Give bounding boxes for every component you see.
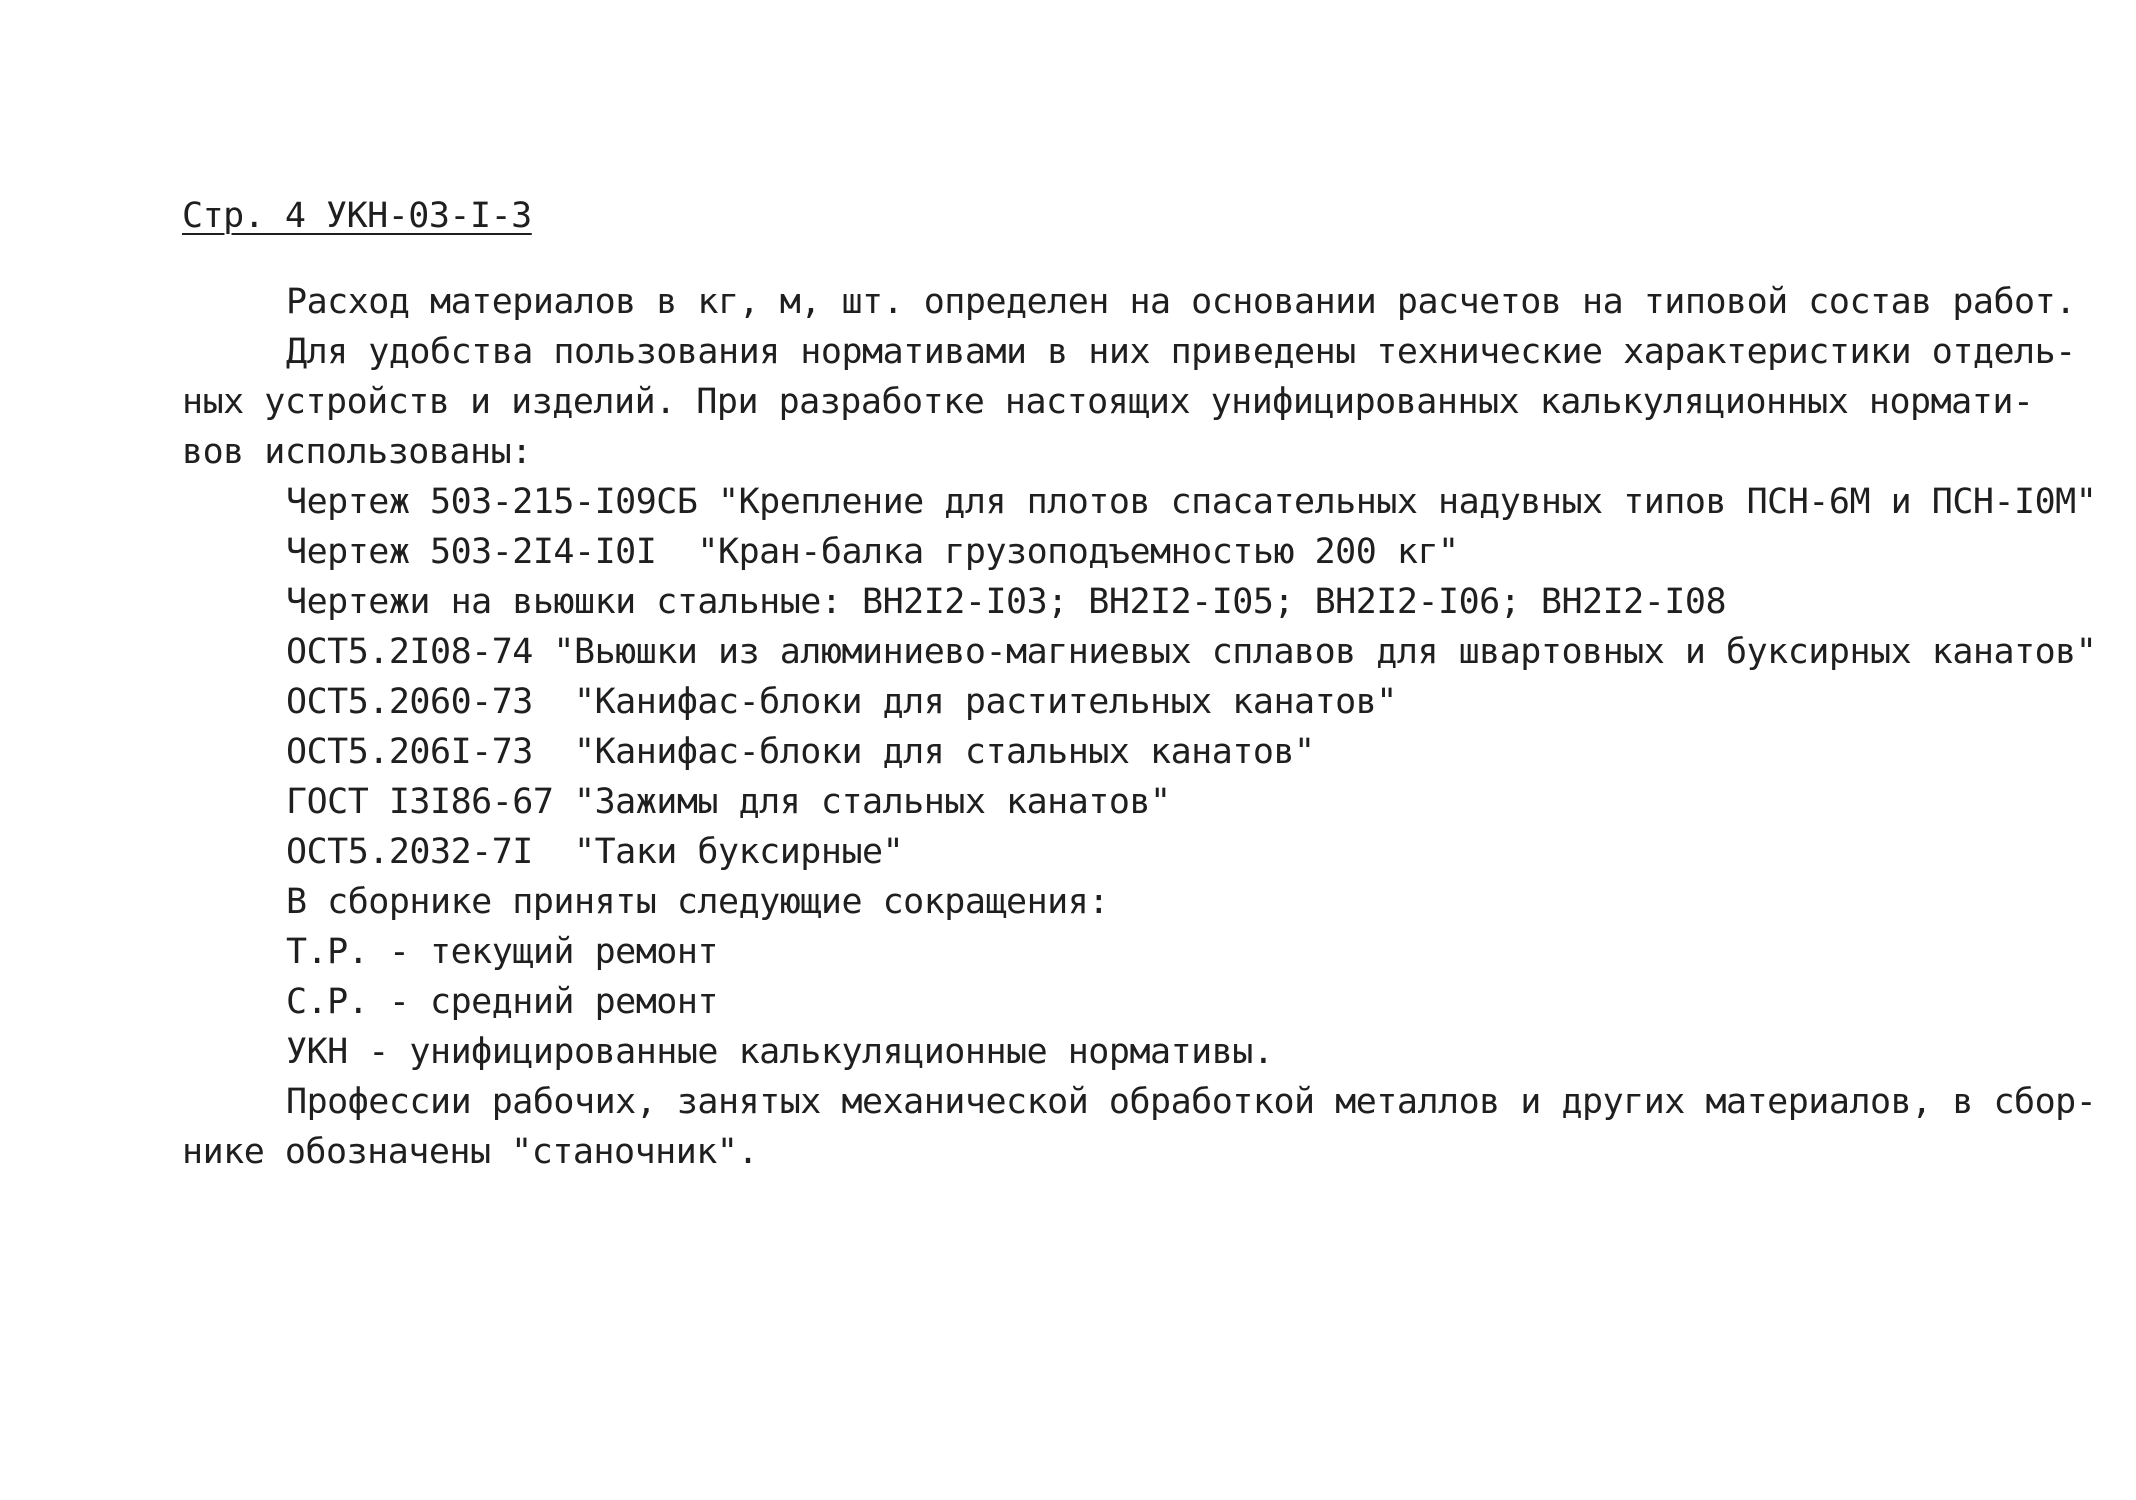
abbreviation-item: С.Р. - средний ремонт <box>286 982 719 1022</box>
paragraph-professions-line-2: нике обозначены "станочник". <box>182 1132 759 1172</box>
abbreviations-intro: В сборнике приняты следующие сокращения: <box>286 882 1109 922</box>
reference-item: Чертеж 503-215-I09СБ "Крепление для плотов спасательных надувных типов ПСН-6М и ПСН-I0М" <box>286 482 2097 522</box>
abbreviation-item: УКН - унифицированные калькуляционные нормативы. <box>286 1032 1274 1072</box>
reference-item: ОСТ5.2032-7I "Таки буксирные" <box>286 832 904 872</box>
page-header: Стр. 4 УКН-03-I-3 <box>182 196 532 236</box>
reference-item: ОСТ5.2060-73 "Канифас-блоки для растительных канатов" <box>286 682 1397 722</box>
reference-item: ОСТ5.206I-73 "Канифас-блоки для стальных канатов" <box>286 732 1315 772</box>
paragraph-materials: Расход материалов в кг, м, шт. определен на основании расчетов на типовой состав работ. <box>286 282 2076 322</box>
reference-item: ОСТ5.2I08-74 "Вьюшки из алюминиево-магниевых сплавов для швартовных и буксирных канатов" <box>286 632 2097 672</box>
reference-item: ГОСТ I3I86-67 "Зажимы для стальных канатов" <box>286 782 1171 822</box>
paragraph-convenience-line-2: ных устройств и изделий. При разработке настоящих унифицированных калькуляционных нормати- <box>182 382 2034 422</box>
paragraph-convenience-line-1: Для удобства пользования нормативами в них приведены технические характеристики отдель- <box>286 332 2076 372</box>
paragraph-professions-line-1: Профессии рабочих, занятых механической обработкой металлов и других материалов, в сбор- <box>286 1082 2097 1122</box>
abbreviation-item: Т.Р. - текущий ремонт <box>286 932 719 972</box>
paragraph-convenience-line-3: вов использованы: <box>182 432 532 472</box>
reference-item: Чертеж 503-2I4-I0I "Кран-балка грузоподъемностью 200 кг" <box>286 532 1459 572</box>
reference-item: Чертежи на вьюшки стальные: ВН2I2-I03; ВН2I2-I05; ВН2I2-I06; ВН2I2-I08 <box>286 582 1727 622</box>
